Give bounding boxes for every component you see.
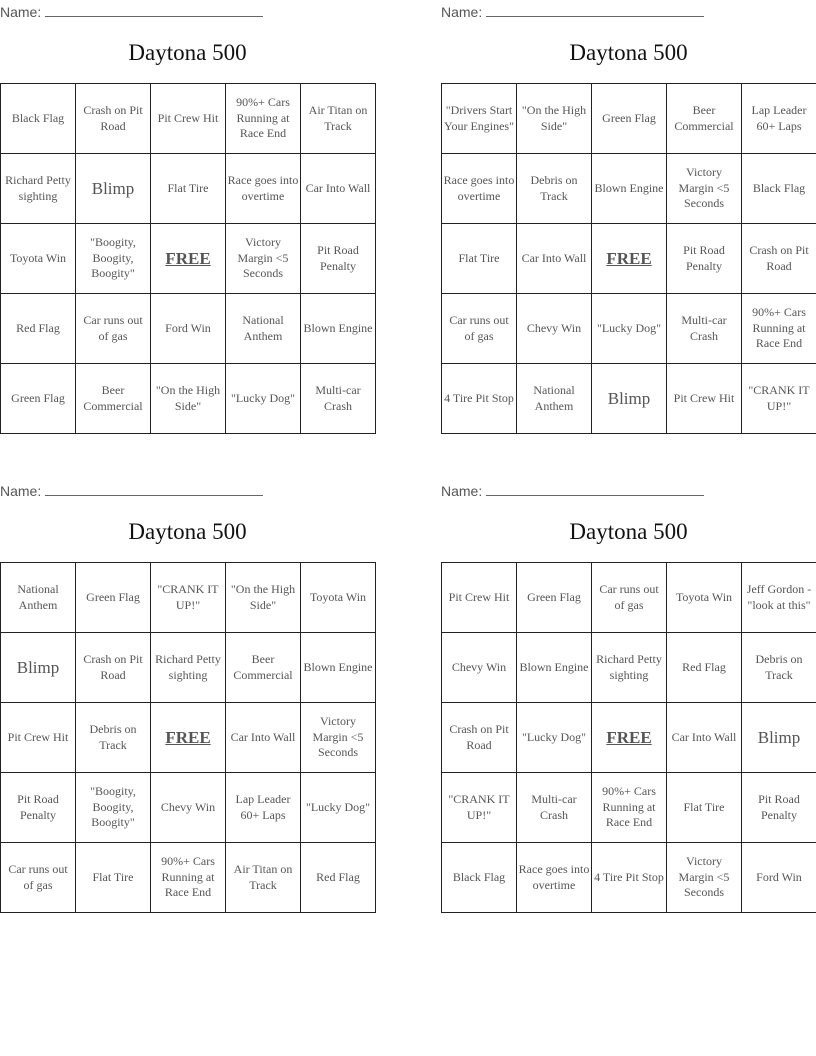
bingo-cell: "On the High Side" — [517, 84, 592, 154]
bingo-cell: Black Flag — [442, 843, 517, 913]
bingo-cell: Victory Margin <5 Seconds — [667, 843, 742, 913]
free-space: FREE — [592, 224, 667, 294]
bingo-cell: Toyota Win — [301, 563, 376, 633]
bingo-cell: Multi-car Crash — [517, 773, 592, 843]
name-blank-line[interactable] — [45, 2, 263, 17]
bingo-cell: Blimp — [592, 364, 667, 434]
bingo-cell: Jeff Gordon - "look at this" — [742, 563, 816, 633]
bingo-cell: Lap Leader 60+ Laps — [226, 773, 301, 843]
bingo-cell: 90%+ Cars Running at Race End — [151, 843, 226, 913]
bingo-cell: "Lucky Dog" — [226, 364, 301, 434]
bingo-cell: Black Flag — [742, 154, 816, 224]
bingo-cell: Beer Commercial — [667, 84, 742, 154]
bingo-cell: Blown Engine — [592, 154, 667, 224]
bingo-cell: Air Titan on Track — [301, 84, 376, 154]
bingo-cell: Car runs out of gas — [592, 563, 667, 633]
bingo-cell: Toyota Win — [667, 563, 742, 633]
bingo-cell: Richard Petty sighting — [1, 154, 76, 224]
bingo-grid — [0, 83, 376, 434]
bingo-cell: Red Flag — [301, 843, 376, 913]
name-blank-line[interactable] — [45, 481, 263, 496]
bingo-grid — [441, 83, 816, 434]
bingo-cell: Blown Engine — [517, 633, 592, 703]
bingo-cell: Richard Petty sighting — [151, 633, 226, 703]
bingo-cell: Green Flag — [592, 84, 667, 154]
bingo-cell: Air Titan on Track — [226, 843, 301, 913]
bingo-cell: 4 Tire Pit Stop — [592, 843, 667, 913]
name-field[interactable] — [0, 481, 270, 499]
bingo-cell: Flat Tire — [76, 843, 151, 913]
bingo-cell: Blimp — [76, 154, 151, 224]
bingo-cell: "On the High Side" — [226, 563, 301, 633]
bingo-cell: "CRANK IT UP!" — [151, 563, 226, 633]
bingo-cell: Pit Crew Hit — [442, 563, 517, 633]
bingo-cell: Red Flag — [667, 633, 742, 703]
name-label: Name: — [0, 4, 42, 20]
name-blank-line[interactable] — [486, 2, 704, 17]
bingo-cell: 90%+ Cars Running at Race End — [742, 294, 816, 364]
free-space: FREE — [151, 224, 226, 294]
bingo-cell: Pit Road Penalty — [742, 773, 816, 843]
bingo-cell: Chevy Win — [442, 633, 517, 703]
bingo-cell: "Lucky Dog" — [301, 773, 376, 843]
bingo-cell: "CRANK IT UP!" — [442, 773, 517, 843]
bingo-cell: Victory Margin <5 Seconds — [226, 224, 301, 294]
bingo-cell: National Anthem — [517, 364, 592, 434]
bingo-cell: Red Flag — [1, 294, 76, 364]
bingo-cell: Lap Leader 60+ Laps — [742, 84, 816, 154]
bingo-cell: Debris on Track — [742, 633, 816, 703]
bingo-cell: Race goes into overtime — [517, 843, 592, 913]
card-title: Daytona 500 — [569, 519, 688, 544]
name-field[interactable] — [441, 481, 711, 499]
bingo-cell: National Anthem — [226, 294, 301, 364]
bingo-cell: Blown Engine — [301, 633, 376, 703]
bingo-cell: Car Into Wall — [226, 703, 301, 773]
bingo-cell: "Boogity, Boogity, Boogity" — [76, 773, 151, 843]
bingo-cell: Crash on Pit Road — [76, 633, 151, 703]
bingo-cell: Debris on Track — [76, 703, 151, 773]
bingo-cell: National Anthem — [1, 563, 76, 633]
name-label: Name: — [441, 4, 483, 20]
bingo-cell: Ford Win — [742, 843, 816, 913]
name-field[interactable] — [0, 2, 270, 20]
name-blank-line[interactable] — [486, 481, 704, 496]
bingo-cell: Pit Crew Hit — [1, 703, 76, 773]
bingo-cell: Crash on Pit Road — [442, 703, 517, 773]
bingo-cell: Flat Tire — [667, 773, 742, 843]
name-field[interactable] — [441, 2, 711, 20]
name-label: Name: — [0, 483, 42, 499]
bingo-cell: Beer Commercial — [76, 364, 151, 434]
bingo-cell: Toyota Win — [1, 224, 76, 294]
bingo-cell: 4 Tire Pit Stop — [442, 364, 517, 434]
bingo-grid — [441, 562, 816, 913]
bingo-cell: Pit Crew Hit — [151, 84, 226, 154]
bingo-cell: Car runs out of gas — [1, 843, 76, 913]
bingo-cell: "Boogity, Boogity, Boogity" — [76, 224, 151, 294]
bingo-cell: Green Flag — [1, 364, 76, 434]
card-title: Daytona 500 — [569, 40, 688, 65]
bingo-cell: Richard Petty sighting — [592, 633, 667, 703]
bingo-cell: Black Flag — [1, 84, 76, 154]
card-title: Daytona 500 — [128, 40, 247, 65]
bingo-cell: Chevy Win — [517, 294, 592, 364]
bingo-cell: Crash on Pit Road — [76, 84, 151, 154]
free-space: FREE — [151, 703, 226, 773]
bingo-cell: Pit Road Penalty — [667, 224, 742, 294]
bingo-cell: Pit Road Penalty — [1, 773, 76, 843]
bingo-grid — [0, 562, 376, 913]
bingo-cell: "Lucky Dog" — [517, 703, 592, 773]
bingo-cell: Green Flag — [76, 563, 151, 633]
bingo-cell: Flat Tire — [151, 154, 226, 224]
bingo-cell: Pit Road Penalty — [301, 224, 376, 294]
bingo-cell: Car Into Wall — [517, 224, 592, 294]
bingo-cell: "CRANK IT UP!" — [742, 364, 816, 434]
bingo-cell: "Lucky Dog" — [592, 294, 667, 364]
bingo-cell: Flat Tire — [442, 224, 517, 294]
bingo-cell: "Drivers Start Your Engines" — [442, 84, 517, 154]
bingo-cell: Car runs out of gas — [442, 294, 517, 364]
bingo-cell: Race goes into overtime — [226, 154, 301, 224]
bingo-cell: "On the High Side" — [151, 364, 226, 434]
bingo-cell: Car runs out of gas — [76, 294, 151, 364]
bingo-cell: Blown Engine — [301, 294, 376, 364]
bingo-cell: Victory Margin <5 Seconds — [301, 703, 376, 773]
bingo-cell: Blimp — [1, 633, 76, 703]
bingo-cell: Beer Commercial — [226, 633, 301, 703]
bingo-cell: Ford Win — [151, 294, 226, 364]
bingo-cell: Chevy Win — [151, 773, 226, 843]
bingo-cell: Crash on Pit Road — [742, 224, 816, 294]
bingo-cell: Multi-car Crash — [667, 294, 742, 364]
bingo-cell: Race goes into overtime — [442, 154, 517, 224]
bingo-cell: Green Flag — [517, 563, 592, 633]
bingo-cell: Car Into Wall — [667, 703, 742, 773]
bingo-cell: Blimp — [742, 703, 816, 773]
bingo-cell: Car Into Wall — [301, 154, 376, 224]
bingo-cell: Debris on Track — [517, 154, 592, 224]
card-title: Daytona 500 — [128, 519, 247, 544]
bingo-cell: 90%+ Cars Running at Race End — [592, 773, 667, 843]
free-space: FREE — [592, 703, 667, 773]
bingo-cell: 90%+ Cars Running at Race End — [226, 84, 301, 154]
bingo-cell: Pit Crew Hit — [667, 364, 742, 434]
name-label: Name: — [441, 483, 483, 499]
bingo-cell: Victory Margin <5 Seconds — [667, 154, 742, 224]
bingo-cell: Multi-car Crash — [301, 364, 376, 434]
